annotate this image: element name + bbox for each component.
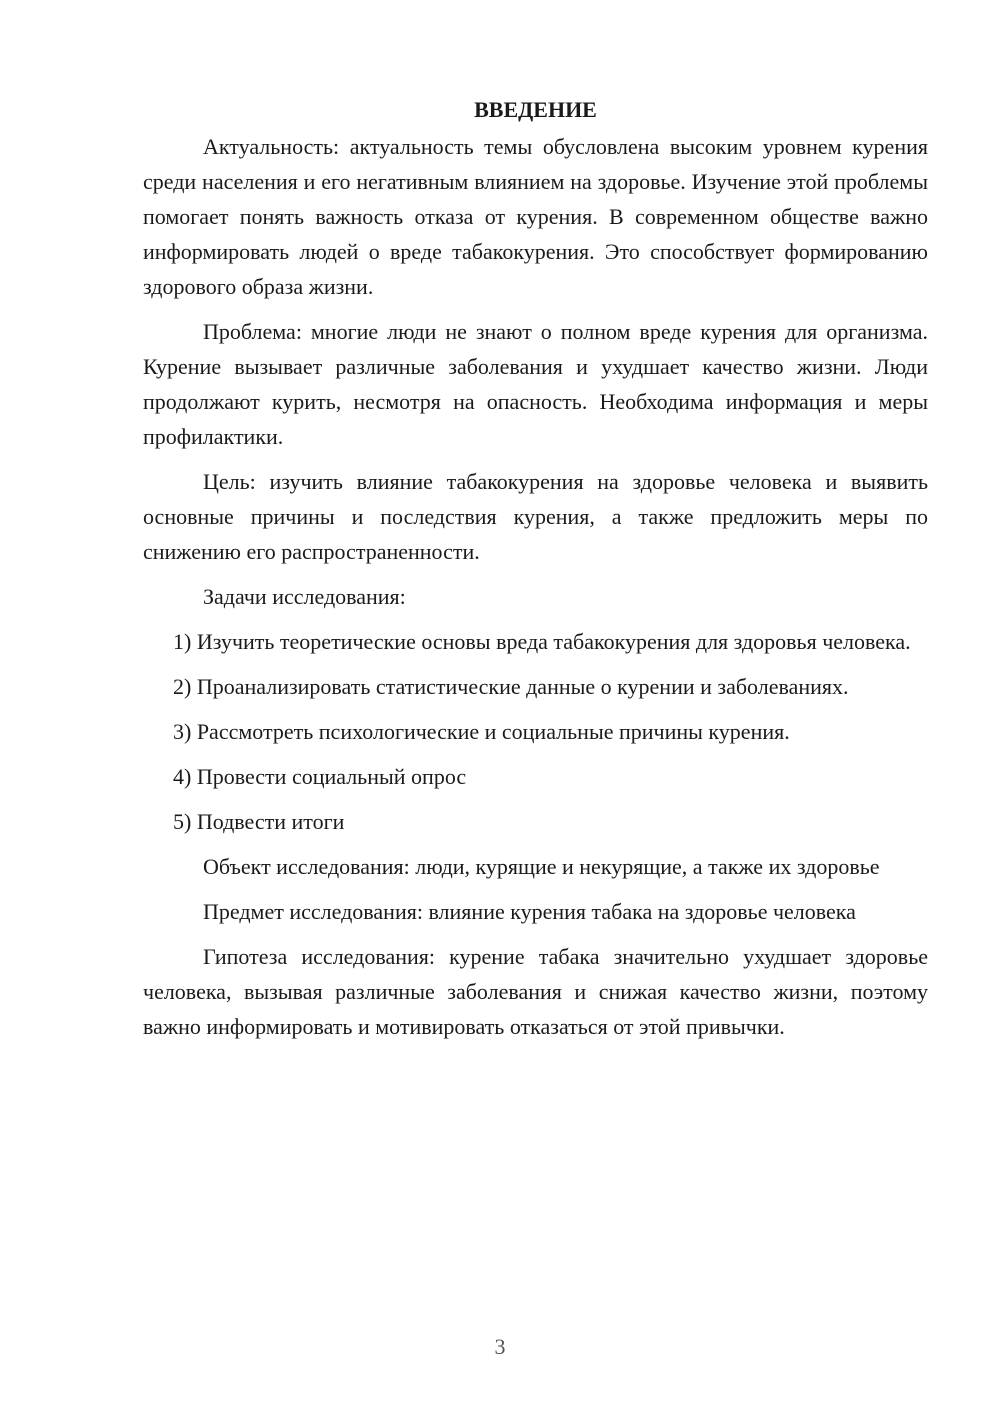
paragraph-hypothesis: Гипотеза исследования: курение табака значительно ухудшает здоровье человека, вызывая различные заболевания и снижая качество жизни, поэтому важно информировать и мотивировать отказаться от этой привычки. (143, 944, 928, 1039)
document-page (143, 92, 928, 1044)
paragraph-problem: Проблема: многие люди не знают о полном вреде курения для организма. Курение вызывает различные заболевания и ухудшает качество жизни. Люди продолжают курить, несмотря на опасность. Необходима информация и меры профилактики. (143, 319, 928, 449)
list-item: 2) Проанализировать статистические данные о курении и заболеваниях. (173, 674, 849, 699)
paragraph-subject: Предмет исследования: влияние курения табака на здоровье человека (203, 899, 856, 924)
tasks-list (143, 624, 928, 839)
list-item: 4) Провести социальный опрос (173, 764, 467, 789)
paragraph-relevance: Актуальность: актуальность темы обусловлена высоким уровнем курения среди населения и его негативным влиянием на здоровье. Изучение этой проблемы помогает понять важность отказа от курения. В современном обществе важно информировать людей о вреде табакокурения. Это способствует формированию здорового образа жизни. (143, 134, 928, 299)
section-title: ВВЕДЕНИЕ (474, 97, 597, 122)
list-item: 3) Рассмотреть психологические и социальные причины курения. (173, 719, 790, 744)
list-item: 1) Изучить теоретические основы вреда табакокурения для здоровья человека. (173, 629, 911, 654)
list-item: 5) Подвести итоги (173, 809, 345, 834)
paragraph-object: Объект исследования: люди, курящие и некурящие, а также их здоровье (203, 854, 880, 879)
page-number: 3 (494, 1334, 506, 1359)
tasks-heading: Задачи исследования: (203, 584, 406, 609)
paragraph-goal: Цель: изучить влияние табакокурения на здоровье человека и выявить основные причины и последствия курения, а также предложить меры по снижению его распространенности. (143, 469, 928, 564)
